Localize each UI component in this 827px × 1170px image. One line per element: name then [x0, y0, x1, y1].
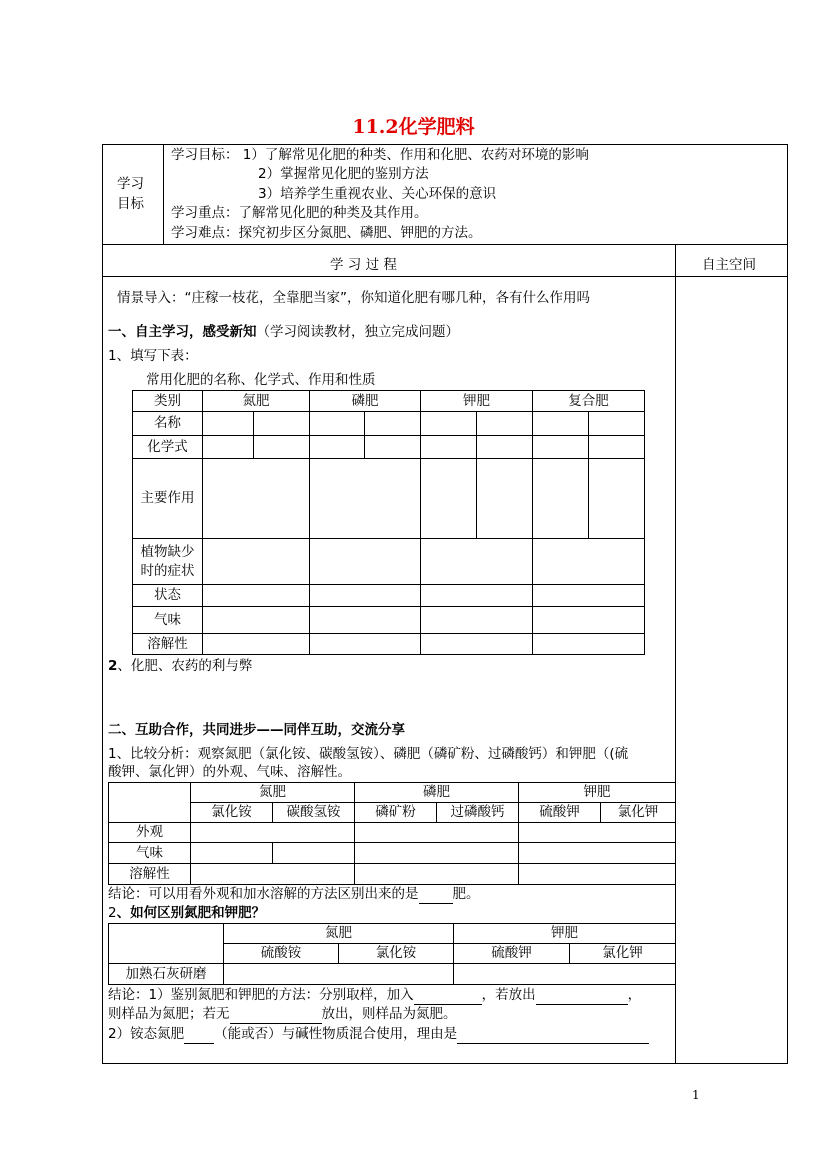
frame-left	[102, 144, 103, 1064]
conclusion-1-tail: 肥。	[452, 886, 480, 902]
row-label-formula: 化学式	[133, 436, 203, 459]
table3-group-potash: 钾肥	[454, 924, 676, 944]
row-label-grind: 加熟石灰研磨	[109, 964, 224, 985]
blank-cell[interactable]	[589, 412, 645, 436]
intro-text: 情景导入：“庄稼一枝花，全靠肥当家”，你知道化肥有哪几种，各有什么作用吗	[117, 290, 590, 306]
table2-group-nitrogen: 氮肥	[191, 783, 355, 803]
fertilizer-table	[132, 390, 645, 655]
table-row	[133, 436, 645, 459]
goals-label-1: 学习	[117, 176, 144, 192]
row-label-deficiency	[133, 539, 203, 585]
conclusion-2-line2-tail: 放出，则样品为氮肥。	[321, 1006, 457, 1022]
blank-cell[interactable]	[421, 459, 477, 539]
conclusion-3	[108, 1024, 649, 1044]
table2-item: 硫酸钾	[519, 803, 601, 823]
section1-heading-rest: （学习阅读教材，独立完成问题）	[256, 324, 459, 340]
blank-cell[interactable]	[191, 843, 273, 864]
goal-line-1: 学习目标： 1）了解常见化肥的种类、作用和化肥、农药对环境的影响	[171, 147, 589, 163]
table-row	[133, 634, 645, 655]
difficulty-point: 学习难点：探究初步区分氮肥、磷肥、钾肥的方法。	[171, 225, 482, 241]
blank-cell[interactable]	[203, 634, 310, 655]
answer-blank[interactable]	[184, 1029, 214, 1044]
blank-cell[interactable]	[421, 585, 533, 607]
goals-divider	[163, 144, 164, 244]
blank-cell[interactable]	[310, 539, 421, 585]
section2-q1-line1: 1、比较分析：观察氮肥（氯化铵、碳酸氢铵）、磷肥（磷矿粉、过磷酸钙）和钾肥（(硫	[108, 746, 629, 762]
blank-cell[interactable]	[254, 436, 310, 459]
blank-cell[interactable]	[421, 412, 477, 436]
blank-cell[interactable]	[310, 436, 365, 459]
blank-cell[interactable]	[355, 823, 519, 843]
table2-item: 碳酸氢铵	[273, 803, 355, 823]
blank-cell[interactable]	[310, 634, 421, 655]
key-point: 学习重点：了解常见化肥的种类及其作用。	[171, 205, 428, 221]
blank-cell[interactable]	[533, 585, 645, 607]
table-row	[133, 607, 645, 634]
table-row	[109, 843, 676, 864]
blank-cell[interactable]	[477, 436, 533, 459]
blank-cell[interactable]	[310, 585, 421, 607]
table2-item: 磷矿粉	[355, 803, 437, 823]
answer-blank[interactable]	[414, 990, 482, 1005]
blank-cell[interactable]	[589, 459, 645, 539]
row-label-deficiency-l2: 时的症状	[140, 562, 195, 579]
blank-cell[interactable]	[533, 539, 645, 585]
blank-cell[interactable]	[254, 412, 310, 436]
table3-item: 硫酸铵	[224, 944, 339, 964]
blank-cell[interactable]	[203, 459, 310, 539]
self-space-header: 自主空间	[702, 257, 756, 273]
blank-cell[interactable]	[533, 634, 645, 655]
blank-cell[interactable]	[519, 864, 676, 885]
blank-cell[interactable]	[224, 964, 454, 985]
page-title: 11.2化学肥料	[352, 116, 475, 138]
blank-cell[interactable]	[203, 585, 310, 607]
row-label-deficiency-l1: 植物缺少	[140, 543, 195, 560]
row-label-solubility: 溶解性	[109, 864, 191, 885]
blank-cell[interactable]	[477, 459, 533, 539]
blank-cell[interactable]	[203, 412, 254, 436]
section2-q2-num: 2	[108, 905, 117, 921]
blank-cell	[109, 783, 191, 823]
row-label-smell: 气味	[109, 843, 191, 864]
blank-cell[interactable]	[421, 607, 533, 634]
answer-blank[interactable]	[230, 1009, 322, 1024]
row-label-solubility: 溶解性	[133, 634, 203, 655]
blank-cell[interactable]	[421, 634, 533, 655]
blank-cell[interactable]	[533, 607, 645, 634]
table-row	[109, 803, 676, 823]
blank-cell[interactable]	[519, 823, 676, 843]
section2-q1-line2: 酸钾、氯化钾）的外观、气味、溶解性。	[108, 764, 351, 780]
process-header: 学 习 过 程	[330, 257, 397, 273]
conclusion-2-line2	[108, 1004, 457, 1024]
blank-cell[interactable]	[589, 436, 645, 459]
conclusion-3-text: 2）铵态氮肥	[108, 1026, 185, 1042]
table-row	[133, 539, 645, 585]
table-row	[133, 459, 645, 539]
answer-blank[interactable]	[419, 889, 453, 904]
conclusion-3-mid: （能或否）与碱性物质混合使用，理由是	[214, 1026, 458, 1042]
table2-group-potash: 钾肥	[519, 783, 676, 803]
blank-cell[interactable]	[203, 539, 310, 585]
row-label-smell: 气味	[133, 607, 203, 634]
table-row	[109, 964, 676, 985]
section2-q2-text: 、如何区别氮肥和钾肥？	[116, 905, 266, 921]
blank-cell[interactable]	[310, 607, 421, 634]
answer-blank[interactable]	[457, 1029, 649, 1044]
row-label-function: 主要作用	[133, 459, 203, 539]
goals-bottom	[102, 244, 788, 245]
table2-group-phosphate: 磷肥	[355, 783, 519, 803]
blank-cell[interactable]	[310, 412, 365, 436]
section1-heading	[108, 322, 459, 342]
table1-header-category: 类别	[133, 391, 203, 412]
blank-cell[interactable]	[533, 436, 589, 459]
page-number: 1	[692, 1088, 700, 1102]
blank-cell	[109, 924, 224, 964]
section1-q2-text: 、化肥、农药的利与弊	[117, 658, 253, 674]
table3-item: 硫酸钾	[454, 944, 570, 964]
blank-cell[interactable]	[477, 412, 533, 436]
row-label-name: 名称	[133, 412, 203, 436]
table-row	[133, 585, 645, 607]
compare-table	[108, 782, 676, 885]
table3-item: 氯化钾	[570, 944, 676, 964]
blank-cell[interactable]	[203, 436, 254, 459]
blank-cell[interactable]	[310, 459, 421, 539]
section1-q1: 1、填写下表：	[108, 348, 198, 364]
section1-q2-num: 2	[108, 658, 118, 674]
blank-cell[interactable]	[365, 436, 421, 459]
goal-line-3: 3）培养学生重视农业、关心环保的意识	[258, 186, 497, 202]
section2-heading: 二、互助合作，共同进步——同伴互助，交流分享	[108, 722, 405, 738]
table1-header-compound: 复合肥	[533, 391, 645, 412]
table3-item: 氯化铵	[339, 944, 454, 964]
conclusion-2	[108, 985, 641, 1005]
conclusion-2-text: 结论：1）鉴别氮肥和钾肥的方法：分别取样，加入	[108, 987, 414, 1003]
frame-right	[787, 144, 788, 1064]
table-row	[109, 783, 676, 803]
blank-cell[interactable]	[454, 964, 676, 985]
blank-cell[interactable]	[421, 539, 533, 585]
conclusion-2-mid: ，若放出	[481, 987, 536, 1003]
blank-cell[interactable]	[365, 412, 421, 436]
row-label-appearance: 外观	[109, 823, 191, 843]
section1-q2	[108, 656, 252, 676]
blank-cell[interactable]	[355, 843, 519, 864]
blank-cell[interactable]	[273, 843, 355, 864]
table1-header-phosphate: 磷肥	[310, 391, 421, 412]
section2-q2	[108, 903, 265, 923]
goal-line-2: 2）掌握常见化肥的鉴别方法	[258, 166, 429, 182]
table1-header-nitrogen: 氮肥	[203, 391, 310, 412]
table-row	[109, 864, 676, 885]
blank-cell[interactable]	[355, 864, 519, 885]
table2-item: 氯化铵	[191, 803, 273, 823]
goals-label-2: 目标	[117, 196, 144, 212]
table-row	[109, 823, 676, 843]
identify-table	[108, 923, 676, 985]
conclusion-2-line2-text: 则样品为氮肥；若无	[108, 1006, 230, 1022]
blank-cell[interactable]	[191, 823, 355, 843]
blank-cell[interactable]	[519, 843, 676, 864]
blank-cell[interactable]	[533, 412, 589, 436]
frame-bottom	[102, 1063, 788, 1064]
table3-group-nitrogen: 氮肥	[224, 924, 454, 944]
table-row	[133, 412, 645, 436]
conclusion-1-text: 结论：可以用看外观和加水溶解的方法区别出来的是	[108, 886, 419, 902]
row-label-state: 状态	[133, 585, 203, 607]
conclusion-1	[108, 884, 480, 904]
conclusion-2-comma: ，	[627, 987, 642, 1003]
blank-cell[interactable]	[421, 436, 477, 459]
header-bottom	[102, 276, 788, 277]
section1-heading-bold: 一、自主学习，感受新知	[108, 324, 257, 340]
blank-cell[interactable]	[203, 607, 310, 634]
blank-cell[interactable]	[191, 864, 355, 885]
table1-caption: 常用化肥的名称、化学式、作用和性质	[146, 372, 376, 388]
table1-header-potash: 钾肥	[421, 391, 533, 412]
table-row	[109, 924, 676, 944]
table2-item: 过磷酸钙	[437, 803, 519, 823]
answer-blank[interactable]	[536, 990, 628, 1005]
blank-cell[interactable]	[533, 459, 589, 539]
table2-item: 氯化钾	[601, 803, 676, 823]
table1-header-row	[133, 391, 645, 412]
